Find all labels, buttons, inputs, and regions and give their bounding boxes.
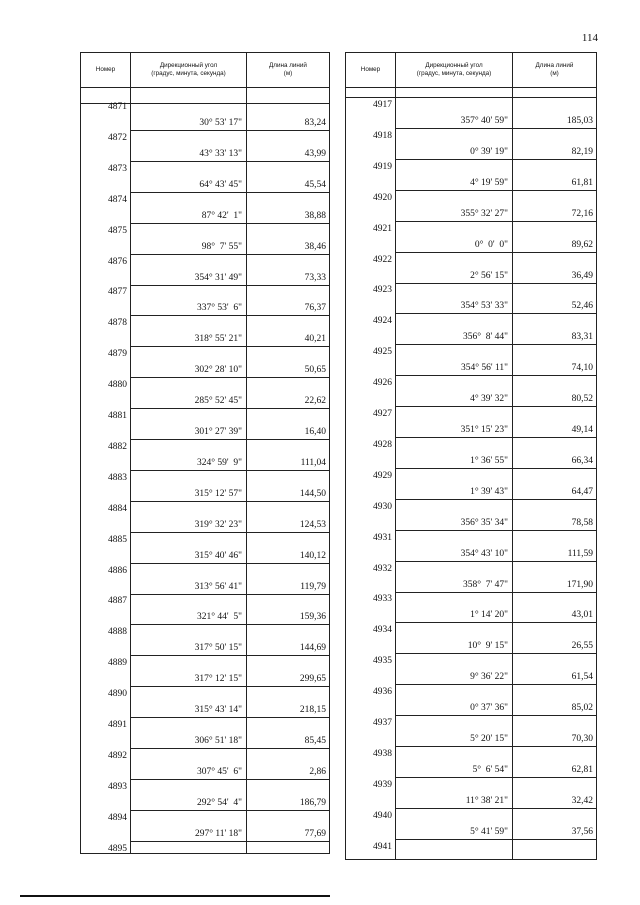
segment-row-line (395, 777, 596, 778)
direction-angle: 98° 7' 55" (201, 241, 242, 252)
point-number: 4931 (373, 532, 392, 543)
line-length: 185,03 (566, 116, 593, 126)
direction-angle: 0° 39' 19" (470, 146, 508, 157)
point-number: 4935 (373, 656, 392, 667)
direction-angle: 318° 55' 21" (194, 334, 242, 345)
segment-row-line (395, 437, 596, 438)
segment-row-line (395, 530, 596, 531)
point-number: 4880 (108, 380, 127, 391)
point-number: 4928 (373, 439, 392, 450)
point-number: 4922 (373, 254, 392, 265)
direction-angle: 354° 53' 33" (460, 301, 508, 312)
direction-angle: 10° 9' 15" (467, 641, 508, 652)
direction-angle: 351° 15' 23" (460, 425, 508, 435)
point-number: 4921 (373, 223, 392, 234)
direction-angle: 5° 20' 15" (470, 734, 508, 744)
point-number: 4882 (108, 441, 127, 452)
line-length: 37,56 (571, 826, 593, 837)
line-length: 36,49 (571, 270, 593, 281)
point-number: 4941 (373, 841, 392, 852)
line-length: 52,46 (571, 301, 593, 312)
line-length: 299,65 (299, 674, 326, 685)
point-number: 4886 (108, 565, 127, 576)
line-length: 22,62 (304, 396, 326, 407)
point-number: 4894 (108, 812, 127, 823)
segment-row-line (395, 313, 596, 314)
point-number: 4917 (373, 100, 392, 110)
table-header (81, 53, 329, 88)
direction-angle: 357° 40' 59" (460, 116, 508, 126)
line-length: 218,15 (299, 705, 326, 716)
segment-row-line (130, 532, 329, 533)
point-number: 4888 (108, 627, 127, 638)
segment-row-line (395, 592, 596, 593)
point-number: 4892 (108, 750, 127, 761)
direction-angle: 319° 32' 23" (194, 519, 242, 530)
direction-angle: 356° 35' 34" (460, 517, 508, 528)
direction-angle: 0° 37' 36" (470, 703, 508, 714)
footer-rule (20, 895, 330, 897)
line-length: 40,21 (304, 334, 326, 345)
segment-row-line (395, 808, 596, 809)
segment-row-line (130, 439, 329, 440)
segment-row-line (130, 161, 329, 162)
segment-row-line (130, 779, 329, 780)
direction-angle: 4° 39' 32" (470, 394, 508, 405)
segment-row-line (130, 594, 329, 595)
point-number: 4926 (373, 378, 392, 389)
direction-angle: 313° 56' 41" (194, 581, 242, 592)
header-length: Длина линий (м) (535, 61, 574, 77)
direction-angle: 1° 36' 55" (470, 455, 508, 466)
direction-angle: 30° 53' 17" (199, 118, 242, 128)
page-number: 114 (581, 32, 598, 44)
point-number: 4891 (108, 720, 127, 730)
segment-row-line (395, 622, 596, 623)
point-number: 4878 (108, 318, 127, 329)
line-length: 61,81 (571, 177, 593, 188)
direction-angle: 301° 27' 39" (194, 427, 242, 437)
point-number: 4871 (108, 102, 127, 112)
segment-row-line (130, 254, 329, 255)
point-number: 4938 (373, 748, 392, 759)
line-length: 119,79 (300, 581, 326, 592)
direction-angle: 354° 43' 10" (460, 548, 508, 559)
line-length: 50,65 (304, 365, 326, 376)
segment-row-line (395, 344, 596, 345)
segment-row-line (395, 375, 596, 376)
line-length: 26,55 (571, 641, 593, 652)
point-number: 4890 (108, 689, 127, 700)
segment-row-line (130, 563, 329, 564)
point-number: 4918 (373, 130, 392, 141)
direction-angle: 297° 11' 18" (194, 828, 242, 839)
point-number: 4929 (373, 470, 392, 481)
direction-angle: 0° 0' 0" (474, 239, 508, 250)
point-number: 4895 (108, 843, 127, 854)
line-length: 124,53 (299, 519, 326, 530)
point-number: 4884 (108, 503, 127, 514)
direction-angle: 302° 28' 10" (194, 365, 242, 376)
line-length: 85,45 (304, 736, 326, 746)
direction-angle: 11° 38' 21" (465, 795, 508, 806)
line-length: 78,58 (571, 517, 593, 528)
header-angle: Дирекционный угол (градус, минута, секунда) (416, 61, 492, 77)
segment-row-line (395, 746, 596, 747)
direction-angle: 292° 54' 4" (196, 797, 242, 808)
column-divider (246, 53, 247, 853)
point-number: 4932 (373, 563, 392, 574)
direction-angle: 356° 8' 44" (462, 332, 508, 343)
point-number: 4889 (108, 658, 127, 669)
direction-angle: 4° 19' 59" (470, 177, 508, 188)
line-length: 186,79 (299, 797, 326, 808)
point-number: 4877 (108, 287, 127, 298)
line-length: 111,04 (300, 457, 326, 468)
point-number: 4919 (373, 161, 392, 172)
segment-row-line (130, 130, 329, 131)
segment-row-line (395, 684, 596, 685)
point-number: 4939 (373, 779, 392, 790)
direction-angle: 337° 53' 6" (196, 303, 242, 314)
point-number: 4879 (108, 349, 127, 360)
point-number: 4936 (373, 687, 392, 698)
point-number: 4937 (373, 718, 392, 728)
point-number: 4872 (108, 132, 127, 143)
line-length: 62,81 (571, 764, 593, 775)
direction-angle: 354° 56' 11" (460, 363, 508, 374)
direction-angle: 1° 14' 20" (470, 610, 508, 621)
direction-angle: 5° 41' 59" (470, 826, 508, 837)
line-length: 61,54 (571, 672, 593, 683)
point-number: 4881 (108, 411, 127, 421)
point-number: 4873 (108, 163, 127, 174)
segment-row-line (130, 624, 329, 625)
point-number: 4940 (373, 810, 392, 821)
line-length: 82,19 (571, 146, 593, 157)
header-number: Номер (95, 65, 116, 73)
segment-row-line (395, 221, 596, 222)
direction-angle: 306° 51' 18" (194, 736, 242, 746)
direction-angle: 355° 32' 27" (460, 208, 508, 219)
point-number: 4934 (373, 625, 392, 636)
direction-angle: 87° 42' 1" (201, 210, 242, 221)
segment-row-line (130, 841, 329, 842)
header-length: Длина линий (м) (269, 61, 307, 77)
point-number: 4893 (108, 781, 127, 792)
point-number: 4883 (108, 472, 127, 483)
direction-angle: 315° 40' 46" (194, 550, 242, 561)
line-length: 80,52 (571, 394, 593, 405)
line-length: 70,30 (571, 734, 593, 744)
table-header (346, 53, 596, 88)
segment-row-line (130, 717, 329, 718)
header-angle: Дирекционный угол (градус, минута, секунда) (151, 61, 226, 77)
segment-row-line (395, 406, 596, 407)
line-length: 16,40 (304, 427, 326, 437)
line-length: 64,47 (571, 486, 593, 497)
line-length: 74,10 (571, 363, 593, 374)
line-length: 171,90 (566, 579, 593, 590)
line-length: 144,69 (299, 643, 326, 654)
direction-angle: 285° 52' 45" (194, 396, 242, 407)
segment-row-line (395, 128, 596, 129)
segment-row-line (395, 715, 596, 716)
segment-row-line (130, 223, 329, 224)
direction-angle: 317° 50' 15" (194, 643, 242, 654)
point-number: 4923 (373, 285, 392, 296)
point-number: 4875 (108, 225, 127, 236)
line-length: 83,24 (304, 118, 326, 128)
line-length: 66,34 (571, 455, 593, 466)
line-length: 32,42 (571, 795, 593, 806)
line-length: 72,16 (571, 208, 593, 219)
coordinates-table-right (345, 52, 597, 860)
segment-row-line (395, 283, 596, 284)
segment-row-line (130, 470, 329, 471)
segment-row-line (395, 839, 596, 840)
direction-angle: 315° 43' 14" (194, 705, 242, 716)
line-length: 76,37 (304, 303, 326, 314)
segment-row-line (395, 468, 596, 469)
column-divider (130, 53, 131, 853)
line-length: 43,99 (304, 148, 326, 159)
direction-angle: 1° 39' 43" (470, 486, 508, 497)
point-number: 4920 (373, 192, 392, 203)
segment-row-line (130, 748, 329, 749)
segment-row-line (130, 810, 329, 811)
line-length: 85,02 (571, 703, 593, 714)
segment-row-line (395, 190, 596, 191)
coordinates-table-left (80, 52, 330, 854)
header-number: Номер (360, 65, 381, 73)
line-length: 45,54 (304, 179, 326, 190)
point-number: 4876 (108, 256, 127, 267)
segment-row-line (130, 408, 329, 409)
segment-row-line (130, 377, 329, 378)
line-length: 144,50 (299, 488, 326, 499)
line-length: 77,69 (304, 828, 326, 839)
line-length: 38,46 (304, 241, 326, 252)
segment-row-line (130, 655, 329, 656)
segment-row-line (395, 499, 596, 500)
segment-row-line (130, 285, 329, 286)
point-number: 4887 (108, 596, 127, 607)
line-length: 111,59 (567, 548, 593, 559)
line-length: 38,88 (304, 210, 326, 221)
segment-row-line (395, 561, 596, 562)
direction-angle: 317° 12' 15" (194, 674, 242, 685)
direction-angle: 64° 43' 45" (199, 179, 242, 190)
direction-angle: 354° 31' 49" (194, 272, 242, 283)
point-number: 4924 (373, 316, 392, 327)
line-length: 159,36 (299, 612, 326, 623)
point-number: 4874 (108, 194, 127, 205)
segment-row-line (130, 346, 329, 347)
direction-angle: 5° 6' 54" (472, 764, 508, 775)
segment-row-line (395, 159, 596, 160)
line-length: 83,31 (571, 332, 593, 343)
segment-row-line (130, 315, 329, 316)
segment-row-line (130, 192, 329, 193)
direction-angle: 324° 59' 9" (196, 457, 242, 468)
direction-angle: 307° 45' 6" (196, 766, 242, 777)
line-length: 89,62 (571, 239, 593, 250)
segment-row-line (130, 501, 329, 502)
direction-angle: 43° 33' 13" (199, 148, 242, 159)
line-length: 43,01 (571, 610, 593, 621)
segment-row-line (130, 686, 329, 687)
line-length: 140,12 (299, 550, 326, 561)
point-number: 4933 (373, 594, 392, 605)
direction-angle: 358° 7' 47" (462, 579, 508, 590)
direction-angle: 9° 36' 22" (470, 672, 508, 683)
line-length: 49,14 (571, 425, 593, 435)
segment-row-line (395, 653, 596, 654)
direction-angle: 321° 44' 5" (196, 612, 242, 623)
point-number: 4885 (108, 534, 127, 545)
segment-row-line (395, 252, 596, 253)
header-spacer-line (346, 97, 596, 98)
direction-angle: 315° 12' 57" (194, 488, 242, 499)
point-number: 4925 (373, 347, 392, 358)
line-length: 2,86 (309, 766, 326, 777)
point-number: 4930 (373, 501, 392, 512)
direction-angle: 2° 56' 15" (470, 270, 508, 281)
line-length: 73,33 (304, 272, 326, 283)
point-number: 4927 (373, 409, 392, 419)
